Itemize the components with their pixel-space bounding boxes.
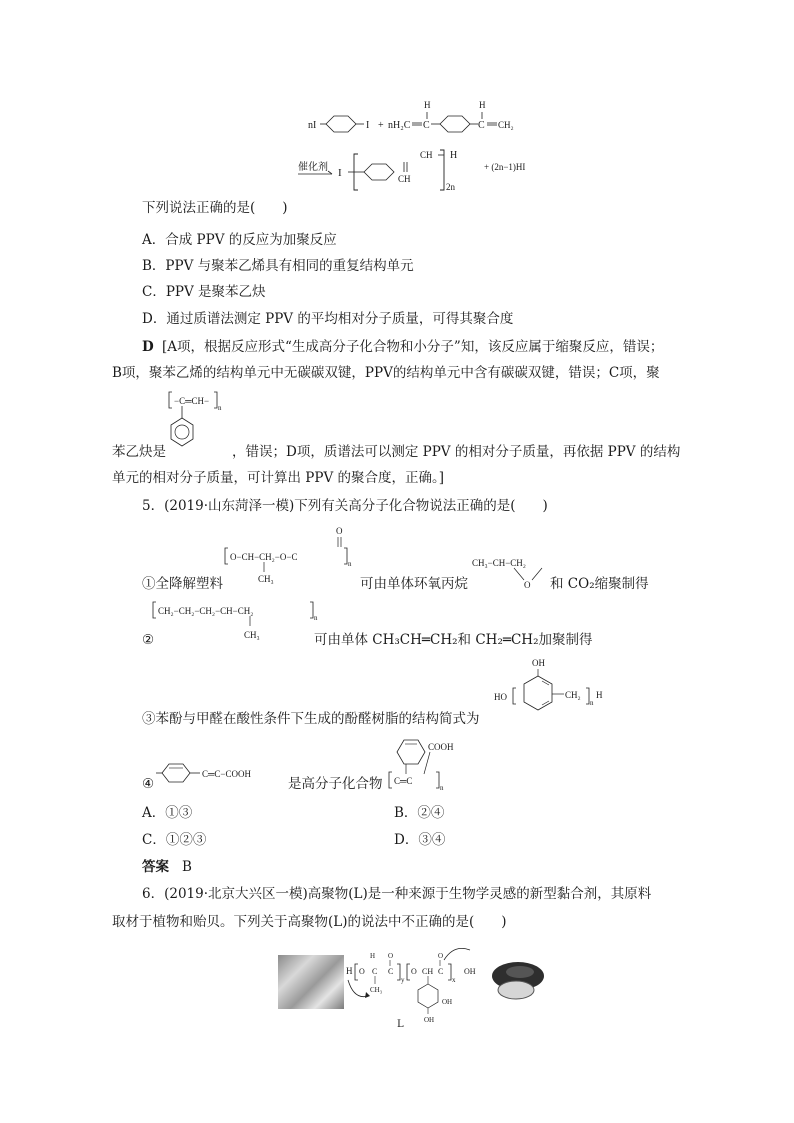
catalyst-label: 催化剂	[298, 162, 328, 173]
reactant1-coef: nI	[308, 120, 317, 131]
q4-option-a: A．合成 PPV 的反应为加聚反应	[142, 232, 337, 248]
polymer-oh-ring: OH	[424, 1016, 435, 1024]
svg-text:O: O	[388, 952, 394, 960]
q5-option-a: A．①③	[142, 805, 193, 821]
polymer-x: x	[452, 976, 456, 984]
q5-item4-monomer	[156, 758, 286, 788]
q5-item4-b: 是高分子化合物	[288, 776, 383, 792]
polymer-ch: CH	[422, 967, 434, 976]
q4-explain-line4: 单元的相对分子质量，可计算出 PPV 的聚合度，正确。]	[112, 470, 445, 486]
svg-text:OH: OH	[442, 998, 453, 1006]
svg-text:O: O	[438, 952, 444, 960]
q5-option-d: D．③④	[394, 832, 446, 848]
polymer-h: H	[346, 966, 353, 976]
product-rest: + (2n−1)HI	[484, 162, 526, 172]
ch-top-2: H	[479, 100, 486, 110]
item4-monomer-formula: C═C−COOH	[202, 769, 251, 779]
q5-item4-polymer	[384, 734, 474, 794]
q6-stem-line1: 6．(2019·北京大兴区一模)高聚物(L)是一种来源于生物学灵感的新型黏合剂，其原料	[142, 886, 652, 902]
q5-item4-a: ④	[142, 776, 155, 792]
polymer-y: y	[401, 976, 405, 984]
svg-text:n: n	[348, 560, 352, 568]
q5-option-b: B．②④	[394, 805, 445, 821]
item1-ch3: CH₃	[258, 574, 274, 584]
q4-answer-letter: D	[142, 339, 154, 355]
reaction-equation	[290, 92, 550, 192]
svg-text:n: n	[440, 784, 444, 792]
resin-oh: OH	[532, 658, 545, 668]
q5-item1-c: 和 CO₂缩聚制得	[550, 576, 649, 592]
svg-text:n: n	[314, 614, 318, 622]
q4-explain-line3a: 苯乙炔是	[112, 444, 166, 460]
polymer-l-formula	[344, 940, 494, 1030]
q5-answer-label: 答案	[142, 859, 169, 875]
svg-text:C: C	[478, 120, 485, 131]
ch-top-1: H	[424, 100, 431, 110]
q5-item1-formula	[222, 522, 352, 588]
q4-option-b: B．PPV 与聚苯乙烯具有相同的重复结构单元	[142, 258, 414, 274]
q4-explain-line1: [A项，根据反应形式“生成高分子化合物和小分子”知，该反应属于缩聚反应，错误；	[162, 339, 664, 355]
q6-stem-line2: 取材于植物和贻贝。下列关于高聚物(L)的说法中不正确的是( )	[112, 914, 507, 930]
q4-explain-line2: B项，聚苯乙烯的结构单元中无碳碳双键，PPV的结构单元中含有碳碳双键，错误；C项，聚	[112, 365, 660, 381]
resin-ho: HO	[494, 692, 507, 702]
polyphenylacetylene-chain: −C═CH−	[174, 396, 210, 406]
svg-text:n: n	[218, 404, 222, 412]
item1-carbonyl-o: O	[336, 526, 343, 536]
reaction-svg	[290, 92, 550, 192]
product-ch-lower: CH	[398, 174, 411, 184]
resin-h: H	[596, 690, 603, 700]
product-ch-upper: CH	[420, 150, 433, 160]
mussel-photo	[490, 954, 546, 1004]
product-h: H	[450, 150, 458, 161]
polymer-o1: O	[359, 967, 365, 976]
phenolic-resin-formula	[490, 654, 630, 726]
epoxypropane-formula	[470, 552, 554, 592]
svg-text:H: H	[370, 952, 376, 960]
q5-item2-b: 可由单体 CH₃CH═CH₂和 CH₂═CH₂加聚制得	[314, 632, 593, 648]
q4-option-d: D．通过质谱法测定 PPV 的平均相对分子质量，可得其聚合度	[142, 311, 514, 327]
item4-chain: C═C	[394, 776, 413, 786]
item4-cooh: COOH	[428, 742, 454, 752]
polymer-oh-end: OH	[464, 967, 476, 976]
q5-stem: 5．(2019·山东菏泽一模)下列有关高分子化合物说法正确的是( )	[142, 498, 548, 514]
q5-item1-a: ①全降解塑料	[142, 576, 223, 592]
item2-chain: CH₂−CH₂−CH₂−CH−CH₂	[158, 606, 254, 616]
plus-sign: +	[378, 120, 384, 131]
epoxide-o: O	[524, 580, 531, 590]
svg-text:O: O	[411, 967, 417, 976]
svg-text:C: C	[423, 120, 430, 131]
polyphenylacetylene-formula	[166, 388, 226, 452]
q4-stem: 下列说法正确的是( )	[142, 200, 288, 216]
item2-ch3: CH₃	[244, 630, 260, 640]
resin-ch2: CH₂	[565, 690, 581, 700]
polymer-label-l: L	[397, 1019, 404, 1030]
q4-option-c: C．PPV 是聚苯乙炔	[142, 284, 266, 300]
corn-photo	[278, 955, 344, 1009]
q5-item1-b: 可由单体环氧丙烷	[360, 576, 468, 592]
q5-item3: ③苯酚与甲醛在酸性条件下生成的酚醛树脂的结构简式为	[142, 711, 480, 727]
svg-text:n: n	[590, 699, 594, 707]
ch2-end: CH₂	[498, 120, 514, 130]
item1-chain: O−CH−CH₂−O−C	[230, 552, 298, 562]
polymer-ch3: CH₃	[370, 986, 383, 994]
product-left: I	[338, 167, 342, 179]
epoxide-top: CH₃−CH−CH₂	[472, 558, 526, 568]
svg-text:C: C	[372, 967, 378, 976]
product-sub: 2n	[446, 182, 455, 192]
q5-option-c: C．①②③	[142, 832, 207, 848]
q5-item2-formula	[150, 598, 330, 642]
q5-item2-a: ②	[142, 632, 155, 648]
q4-explain-line3b: ，错误；D项，质谱法可以测定 PPV 的相对分子质量，再依据 PPV 的结构	[232, 444, 681, 460]
q5-answer-value: B	[182, 859, 192, 875]
polymer-c: C	[438, 967, 444, 976]
reactant2: nH₂C	[388, 120, 411, 131]
reactant1-sub: I	[366, 120, 370, 131]
svg-text:C: C	[388, 967, 394, 976]
